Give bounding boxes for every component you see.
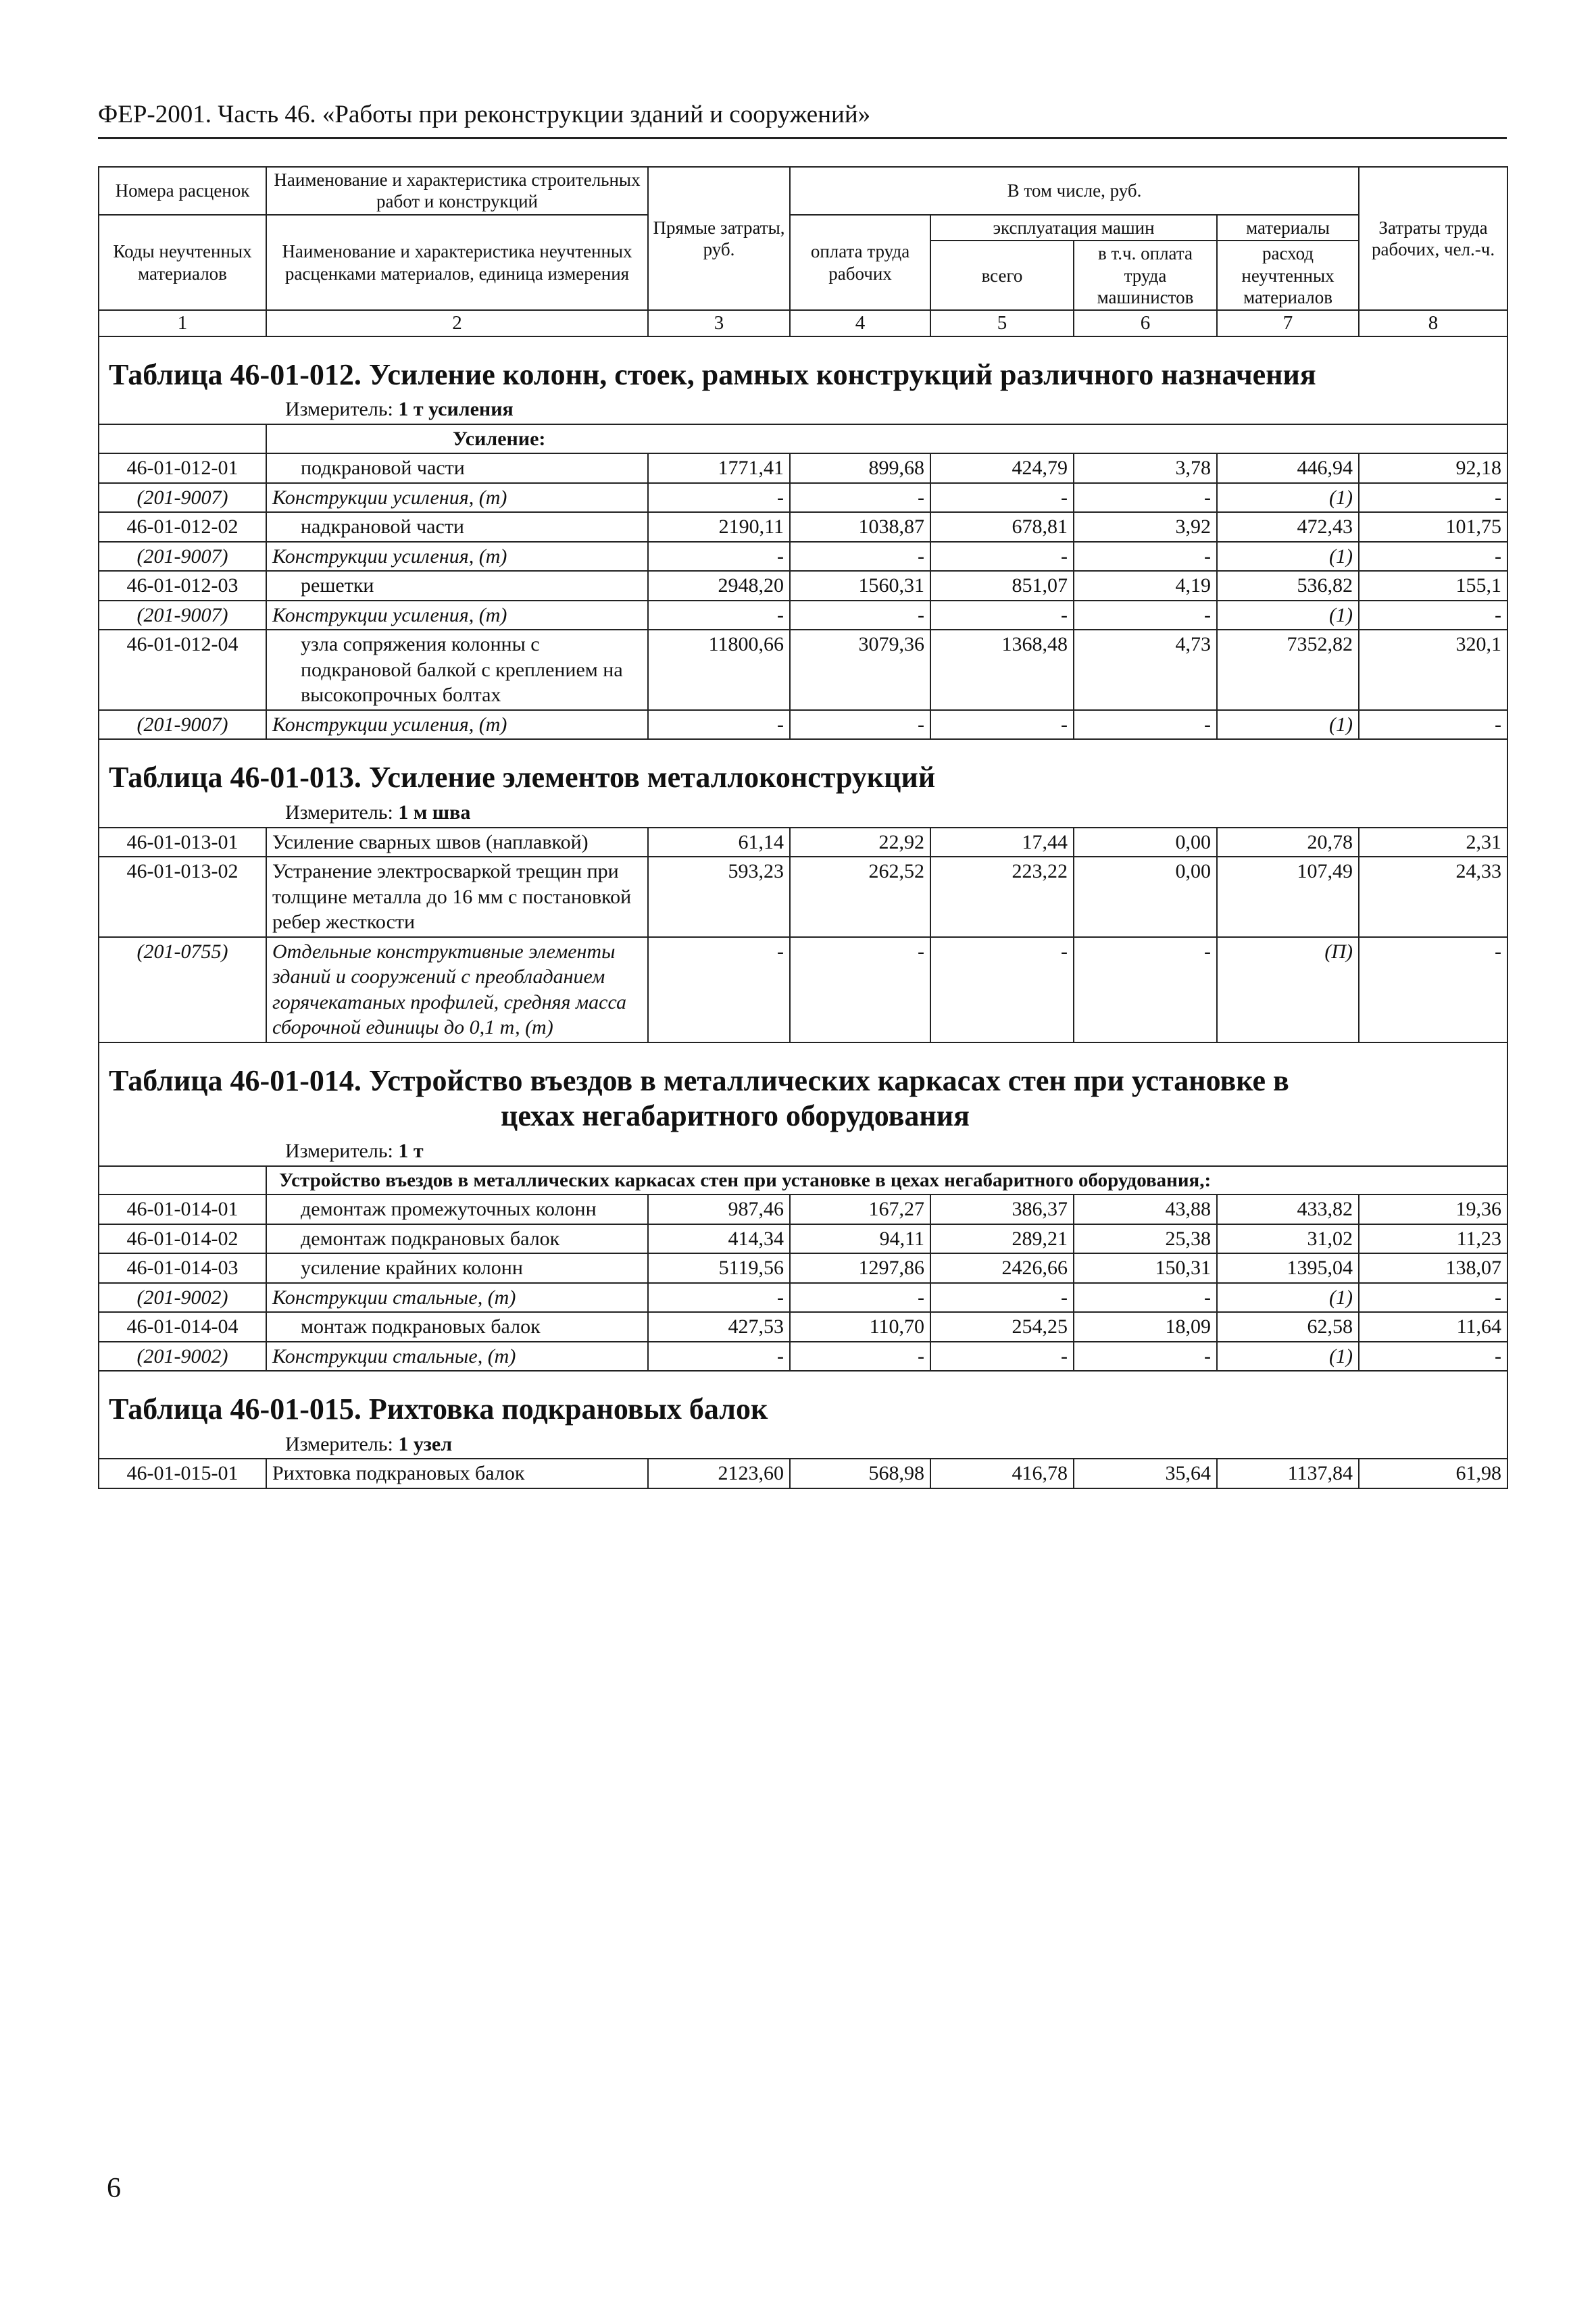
machinists-pay: 43,88 — [1074, 1194, 1217, 1224]
direct-cost: 593,23 — [648, 857, 790, 937]
work-name: надкрановой части — [266, 512, 648, 542]
machinists-pay: 4,19 — [1074, 571, 1217, 601]
labor-pay: 167,27 — [790, 1194, 930, 1224]
material-qty: (1) — [1217, 542, 1359, 572]
labor-hours: 11,64 — [1359, 1312, 1507, 1342]
rate-code: 46-01-014-03 — [99, 1253, 266, 1283]
table-row — [99, 1312, 1507, 1342]
subheading-012: Усиление: — [266, 424, 1507, 454]
dash: - — [930, 937, 1074, 1042]
material-code: (201-0755) — [99, 937, 266, 1042]
table-row — [99, 1224, 1507, 1254]
dash: - — [930, 542, 1074, 572]
work-name: решетки — [266, 571, 648, 601]
material-name: Отдельные конструктивные элементы зданий и сооружений с преобладанием горячекатаных профилей, средняя масса сборочной единицы до 0,1 т, (т) — [266, 937, 648, 1042]
table-row — [99, 453, 1507, 483]
dash: - — [1359, 1283, 1507, 1313]
labor-hours: 138,07 — [1359, 1253, 1507, 1283]
hdr-col1-top: Номера расценок — [99, 167, 266, 215]
page-number: 6 — [107, 2173, 121, 2204]
labor-hours: 92,18 — [1359, 453, 1507, 483]
rate-code: 46-01-013-01 — [99, 828, 266, 857]
direct-cost: 61,14 — [648, 828, 790, 857]
labor-pay: 899,68 — [790, 453, 930, 483]
col-number: 3 — [648, 310, 790, 336]
direct-cost: 2123,60 — [648, 1459, 790, 1488]
machinists-pay: 3,92 — [1074, 512, 1217, 542]
table-row — [99, 828, 1507, 857]
unit-013 — [99, 799, 1507, 828]
machinists-pay: 0,00 — [1074, 828, 1217, 857]
dash: - — [1074, 937, 1217, 1042]
dash: - — [1359, 1342, 1507, 1372]
material-code: (201-9002) — [99, 1283, 266, 1313]
work-name: Рихтовка подкрановых балок — [266, 1459, 648, 1488]
direct-cost: 427,53 — [648, 1312, 790, 1342]
unit-label: Измеритель: — [285, 398, 399, 421]
table-row — [99, 512, 1507, 542]
labor-pay: 568,98 — [790, 1459, 930, 1488]
material-code: (201-9002) — [99, 1342, 266, 1372]
machines-total: 2426,66 — [930, 1253, 1074, 1283]
dash: - — [648, 1342, 790, 1372]
machinists-pay: 0,00 — [1074, 857, 1217, 937]
unit-label: Измеритель: — [285, 1432, 399, 1455]
labor-pay: 1297,86 — [790, 1253, 930, 1283]
material-code: (201-9007) — [99, 542, 266, 572]
hdr-col3: Прямые затраты, руб. — [648, 167, 790, 310]
col-number: 1 — [99, 310, 266, 336]
materials: 472,43 — [1217, 512, 1359, 542]
machinists-pay: 25,38 — [1074, 1224, 1217, 1254]
dash: - — [1074, 483, 1217, 513]
rates-table — [98, 166, 1508, 1489]
labor-pay: 3079,36 — [790, 630, 930, 710]
dash: - — [790, 483, 930, 513]
materials: 20,78 — [1217, 828, 1359, 857]
labor-hours: 320,1 — [1359, 630, 1507, 710]
rate-code: 46-01-012-03 — [99, 571, 266, 601]
dash: - — [1074, 601, 1217, 630]
material-row — [99, 483, 1507, 513]
hdr-group: В том числе, руб. — [790, 167, 1359, 215]
rate-code: 46-01-012-01 — [99, 453, 266, 483]
hdr-col8: Затраты труда рабочих, чел.-ч. — [1359, 167, 1507, 310]
materials: 31,02 — [1217, 1224, 1359, 1254]
material-name: Конструкции усиления, (т) — [266, 601, 648, 630]
labor-hours: 11,23 — [1359, 1224, 1507, 1254]
dash: - — [1074, 542, 1217, 572]
table-row — [99, 857, 1507, 937]
rate-code: 46-01-014-02 — [99, 1224, 266, 1254]
materials: 107,49 — [1217, 857, 1359, 937]
hdr-col5: всего — [930, 241, 1074, 310]
material-name: Конструкции усиления, (т) — [266, 710, 648, 740]
dash: - — [1074, 1283, 1217, 1313]
rate-code: 46-01-012-02 — [99, 512, 266, 542]
direct-cost: 5119,56 — [648, 1253, 790, 1283]
dash: - — [790, 937, 930, 1042]
labor-hours: 19,36 — [1359, 1194, 1507, 1224]
material-row — [99, 1342, 1507, 1372]
table-row — [99, 1253, 1507, 1283]
section-title-line: цехах негабаритного оборудования — [501, 1099, 970, 1133]
dash: - — [790, 542, 930, 572]
machines-total: 424,79 — [930, 453, 1074, 483]
material-qty: (1) — [1217, 601, 1359, 630]
work-name: Устранение электросваркой трещин при толщине металла до 16 мм с постановкой ребер жесткости — [266, 857, 648, 937]
dash: - — [648, 483, 790, 513]
labor-pay: 1560,31 — [790, 571, 930, 601]
unit-012 — [99, 395, 1507, 424]
material-qty: (1) — [1217, 1342, 1359, 1372]
section-title-line: Таблица 46-01-014. Устройство въездов в металлических каркасах стен при установке в — [109, 1063, 1289, 1097]
unit-label: Измеритель: — [285, 1140, 399, 1163]
dash: - — [930, 710, 1074, 740]
machines-total: 386,37 — [930, 1194, 1074, 1224]
unit-value: 1 т усиления — [398, 398, 514, 421]
materials: 7352,82 — [1217, 630, 1359, 710]
col-number: 7 — [1217, 310, 1359, 336]
material-qty: (П) — [1217, 937, 1359, 1042]
dash: - — [790, 1283, 930, 1313]
work-name: подкрановой части — [266, 453, 648, 483]
material-row — [99, 1283, 1507, 1313]
work-name: Усиление сварных швов (наплавкой) — [266, 828, 648, 857]
machines-total: 1368,48 — [930, 630, 1074, 710]
dash: - — [648, 710, 790, 740]
dash: - — [790, 710, 930, 740]
machines-total: 851,07 — [930, 571, 1074, 601]
material-row — [99, 542, 1507, 572]
labor-hours: 101,75 — [1359, 512, 1507, 542]
section-title-014 — [99, 1042, 1507, 1138]
material-name: Конструкции стальные, (т) — [266, 1283, 648, 1313]
col-number: 8 — [1359, 310, 1507, 336]
material-qty: (1) — [1217, 710, 1359, 740]
direct-cost: 11800,66 — [648, 630, 790, 710]
work-name: монтаж подкрановых балок — [266, 1312, 648, 1342]
unit-value: 1 т — [398, 1140, 424, 1163]
machinists-pay: 150,31 — [1074, 1253, 1217, 1283]
material-code: (201-9007) — [99, 483, 266, 513]
material-row — [99, 937, 1507, 1042]
hdr-col4: оплата труда рабочих — [790, 215, 930, 311]
machinists-pay: 18,09 — [1074, 1312, 1217, 1342]
rate-code: 46-01-014-04 — [99, 1312, 266, 1342]
table-row — [99, 1459, 1507, 1488]
materials: 1395,04 — [1217, 1253, 1359, 1283]
machines-total: 223,22 — [930, 857, 1074, 937]
dash: - — [1074, 710, 1217, 740]
materials: 433,82 — [1217, 1194, 1359, 1224]
unit-014 — [99, 1137, 1507, 1166]
direct-cost: 1771,41 — [648, 453, 790, 483]
labor-pay: 1038,87 — [790, 512, 930, 542]
subheading-014: Устройство въездов в металлических каркасах стен при установке в цехах негабаритного оборудования,: — [266, 1166, 1507, 1194]
work-name: усиление крайних колонн — [266, 1253, 648, 1283]
machinists-pay: 3,78 — [1074, 453, 1217, 483]
dash: - — [1359, 937, 1507, 1042]
material-row — [99, 601, 1507, 630]
work-name: демонтаж промежуточных колонн — [266, 1194, 648, 1224]
dash: - — [930, 1283, 1074, 1313]
rate-code: 46-01-013-02 — [99, 857, 266, 937]
dash: - — [648, 601, 790, 630]
dash: - — [1359, 601, 1507, 630]
direct-cost: 2948,20 — [648, 571, 790, 601]
direct-cost: 2190,11 — [648, 512, 790, 542]
machinists-pay: 35,64 — [1074, 1459, 1217, 1488]
unit-value: 1 узел — [398, 1432, 453, 1455]
hdr-col6: в т.ч. оплата труда машинистов — [1074, 241, 1217, 310]
labor-pay: 22,92 — [790, 828, 930, 857]
rate-code: 46-01-015-01 — [99, 1459, 266, 1488]
hdr-col2-top: Наименование и характеристика строительных работ и конструкций — [266, 167, 648, 215]
unit-label: Измеритель: — [285, 801, 399, 824]
material-code: (201-9007) — [99, 710, 266, 740]
dash: - — [790, 601, 930, 630]
col-number: 2 — [266, 310, 648, 336]
dash: - — [930, 601, 1074, 630]
dash: - — [790, 1342, 930, 1372]
unit-015 — [99, 1430, 1507, 1459]
table-row — [99, 571, 1507, 601]
labor-pay: 94,11 — [790, 1224, 930, 1254]
machines-total: 416,78 — [930, 1459, 1074, 1488]
material-row — [99, 710, 1507, 740]
page-header: ФЕР-2001. Часть 46. «Работы при реконструкции зданий и сооружений» — [98, 101, 871, 128]
section-title-015: Таблица 46-01-015. Рихтовка подкрановых балок — [99, 1371, 1507, 1430]
rate-code: 46-01-014-01 — [99, 1194, 266, 1224]
material-code: (201-9007) — [99, 601, 266, 630]
labor-hours: 24,33 — [1359, 857, 1507, 937]
labor-hours: 155,1 — [1359, 571, 1507, 601]
direct-cost: 414,34 — [648, 1224, 790, 1254]
table-row — [99, 1194, 1507, 1224]
materials: 62,58 — [1217, 1312, 1359, 1342]
table-row — [99, 630, 1507, 710]
section-title-013: Таблица 46-01-013. Усиление элементов металлоконструкций — [99, 739, 1507, 799]
hdr-machines: эксплуатация машин — [930, 215, 1217, 241]
materials: 1137,84 — [1217, 1459, 1359, 1488]
labor-pay: 110,70 — [790, 1312, 930, 1342]
material-qty: (1) — [1217, 483, 1359, 513]
machinists-pay: 4,73 — [1074, 630, 1217, 710]
machines-total: 289,21 — [930, 1224, 1074, 1254]
hdr-col1-bottom: Коды неучтенных материалов — [99, 215, 266, 311]
direct-cost: 987,46 — [648, 1194, 790, 1224]
dash: - — [1359, 483, 1507, 513]
unit-value: 1 м шва — [398, 801, 471, 824]
work-name: демонтаж подкрановых балок — [266, 1224, 648, 1254]
rate-code: 46-01-012-04 — [99, 630, 266, 710]
dash: - — [648, 937, 790, 1042]
material-name: Конструкции усиления, (т) — [266, 542, 648, 572]
header-rule — [98, 137, 1507, 139]
hdr-col2-bottom: Наименование и характеристика неучтенных расценками материалов, единица измерения — [266, 215, 648, 311]
dash: - — [1359, 710, 1507, 740]
dash: - — [930, 1342, 1074, 1372]
material-name: Конструкции усиления, (т) — [266, 483, 648, 513]
work-name: узла сопряжения колонны с подкрановой балкой с креплением на высокопрочных болтах — [266, 630, 648, 710]
section-title-012: Таблица 46-01-012. Усиление колонн, стоек, рамных конструкций различного назначения — [99, 336, 1507, 396]
labor-hours: 2,31 — [1359, 828, 1507, 857]
hdr-materials: материалы — [1217, 215, 1359, 241]
labor-pay: 262,52 — [790, 857, 930, 937]
materials: 446,94 — [1217, 453, 1359, 483]
materials: 536,82 — [1217, 571, 1359, 601]
material-name: Конструкции стальные, (т) — [266, 1342, 648, 1372]
dash: - — [930, 483, 1074, 513]
dash: - — [1359, 542, 1507, 572]
dash: - — [1074, 1342, 1217, 1372]
dash: - — [648, 542, 790, 572]
machines-total: 254,25 — [930, 1312, 1074, 1342]
machines-total: 17,44 — [930, 828, 1074, 857]
material-qty: (1) — [1217, 1283, 1359, 1313]
hdr-col7: расход неучтенных материалов — [1217, 241, 1359, 310]
col-number: 6 — [1074, 310, 1217, 336]
labor-hours: 61,98 — [1359, 1459, 1507, 1488]
col-number: 5 — [930, 310, 1074, 336]
col-number: 4 — [790, 310, 930, 336]
dash: - — [648, 1283, 790, 1313]
machines-total: 678,81 — [930, 512, 1074, 542]
